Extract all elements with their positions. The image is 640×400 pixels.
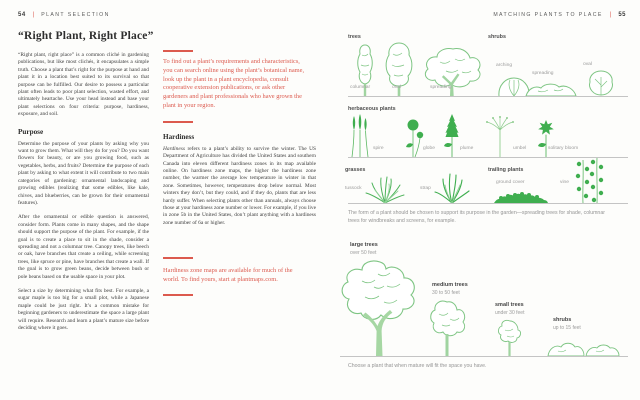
page-title: “Right Plant, Right Place”: [18, 30, 154, 42]
oval-shrub-icon: [584, 69, 618, 96]
shrub-form-label: arching: [496, 63, 513, 68]
small-tree-icon: [492, 317, 528, 356]
spire-plant-icon: [348, 113, 370, 157]
red-rule: [163, 121, 193, 123]
shrubs-size-icon: [546, 339, 622, 356]
herbaceous-group-label: herbaceous plants: [348, 106, 396, 112]
trees-group-label: trees: [348, 34, 361, 40]
hardiness-heading: Hardiness: [163, 132, 195, 141]
running-head-left: [18, 12, 110, 18]
purpose-heading: Purpose: [18, 127, 44, 136]
running-head-right: [493, 12, 626, 18]
size-range: over 50 feet: [350, 250, 377, 256]
umbel-plant-icon: [484, 116, 516, 157]
ground-line: [340, 356, 628, 357]
tree-form-label: oval: [392, 85, 401, 90]
purpose-paragraph-2: After the ornamental or edible question is answered, consider form. Plants come in many shapes, and the shape should support the purpose of the plant. For example, if the goal is to create a place to sit in the shade, consider a spreading and not a columnar tree. Canopy trees, like beech or oak, have branches that create a ceiling, while screening trees, like spruce or pine, have branches that create a wall. If the goal is to grow green beans, decide between bush or pole beans based on the usable space in your plot.: [18, 214, 149, 280]
shrubs-group-label: shrubs: [488, 34, 506, 40]
trailing-form-label: vine: [560, 180, 569, 185]
callout-hardiness-maps: Hardiness zone maps are available for much of the world. To find yours, start at plantmaps.com.: [163, 267, 293, 284]
grasses-group-label: grasses: [345, 167, 366, 173]
large-tree-icon: [340, 259, 420, 356]
purpose-paragraph-3: Select a size by determining what fits best. For example, a sugar maple is too big for a small plot, while a Japanese maple could be just right. It’s a common mistake for beginning gardeners to underestimate the space a large plant will require. Research and learn a plant’s mature size before deciding where it goes.: [18, 287, 149, 331]
grass-form-label: tussock: [345, 186, 362, 191]
hardiness-paragraph: [163, 146, 316, 227]
tree-form-label: columnar: [350, 85, 371, 90]
herbaceous-form-label: spire: [373, 146, 384, 151]
page-number-right: 55: [618, 12, 626, 18]
trailing-form-label: ground cover: [496, 180, 525, 185]
hardiness-body-text: refers to a plant’s ability to survive the winter. The US Department of Agriculture has divided the United States and southern Canada into eleven different hardiness zones in its map available online. On hardiness zone maps, the higher the hardiness zone number, the warmer the average low temperature in winter in that zone. Sometimes, however, temperatures drop below normal. Most winters they don’t, but they could, and if they do, plants that are less hardy suffer. When selecting plants other than annuals, always choose those at your hardiness zone number or lower. For example, if you live in zone 5b in the United States, don’t plant anything with a hardiness zone number of 6a or higher.: [163, 145, 316, 226]
ground-line: [348, 203, 492, 204]
trailing-group-label: trailing plants: [488, 167, 524, 173]
red-rule: [163, 294, 193, 296]
spreading-shrub-icon: [524, 82, 578, 96]
text-column-2: [163, 50, 316, 296]
page-right: [320, 0, 640, 400]
size-label: small trees: [495, 302, 524, 308]
ground-line: [488, 96, 628, 97]
red-rule: [163, 257, 193, 259]
purpose-paragraph-1: Determine the purpose of your plants by asking why you want to grow them. What will they do for you? Do you want flowers for beauty, or are you growing food, such as vegetables, herbs, and fruits? Determine the purpose of each plant by asking to what extent it will contribute to two main categories of gardening: ornamental landscaping and growing edibles (realizing that some edibles, like kale, chives, and blueberries, can be grown for their ornamental features).: [18, 140, 149, 206]
size-label: large trees: [350, 242, 378, 248]
running-head-separator: |: [32, 12, 35, 18]
herbaceous-form-label: plume: [460, 146, 474, 151]
size-label: shrubs: [553, 317, 572, 323]
herbaceous-form-label: solitary bloom: [548, 146, 579, 151]
size-caption: Choose a plant that when mature will fit the space you have.: [348, 363, 487, 369]
herbaceous-form-label: globe: [423, 146, 435, 151]
page-number-left: 54: [18, 12, 26, 18]
globe-plant-icon: [404, 118, 424, 157]
shrub-form-label: oval: [583, 62, 592, 67]
size-range: under 30 feet: [495, 310, 525, 316]
callout-find-plant-info: To find out a plant’s requirements and characteristics, you can search online using the plant’s botanical name, look up the plant in a plant encyclopedia, consult cooperative extension publications, or ask other gardeners and plant professionals who have grown the plant in your region.: [163, 58, 305, 109]
plume-plant-icon: [442, 113, 462, 157]
shrub-form-label: spreading: [532, 71, 554, 76]
herbaceous-form-label: umbel: [513, 146, 527, 151]
size-label: medium trees: [432, 282, 468, 288]
running-head-separator: |: [609, 12, 612, 18]
tree-form-label: spreading: [430, 85, 452, 90]
solitary-bloom-plant-icon: [536, 117, 556, 157]
running-head-title-right: MATCHING PLANTS TO PLACE: [493, 12, 603, 18]
medium-tree-icon: [426, 297, 468, 356]
vine-icon: [570, 156, 610, 203]
ground-cover-icon: [492, 189, 550, 203]
ground-line: [348, 96, 492, 97]
size-range: up to 15 feet: [553, 325, 581, 331]
hardiness-lead-word: Hardiness: [163, 145, 185, 152]
red-rule: [163, 50, 193, 52]
ground-line: [488, 203, 628, 204]
form-caption: The form of a plant should be chosen to support its purpose in the garden—spreading trees for shade, columnar trees for windbreaks and screens, for example.: [348, 210, 605, 224]
intro-paragraph: “Right plant, right place” is a common cliché in gardening publications, but like most clichés, it encapsulates a simple truth. Choose a plant that’s right for the purpose at hand and plant it in a location best suited to its survival so that purpose can be fulfilled. Our desire to possess a particular plant often leads to poor plant selection, wasted effort, and ultimately heartache. Use your head instead and base your plant selections on four criteria: purpose, hardiness, exposure, and soil.: [18, 52, 149, 118]
strap-grass-icon: [432, 171, 472, 203]
grass-form-label: strap: [420, 186, 431, 191]
tussock-grass-icon: [364, 174, 406, 203]
size-range: 30 to 50 feet: [432, 290, 460, 296]
running-head-title-left: PLANT SELECTION: [41, 12, 110, 18]
text-column-1: [18, 52, 149, 339]
